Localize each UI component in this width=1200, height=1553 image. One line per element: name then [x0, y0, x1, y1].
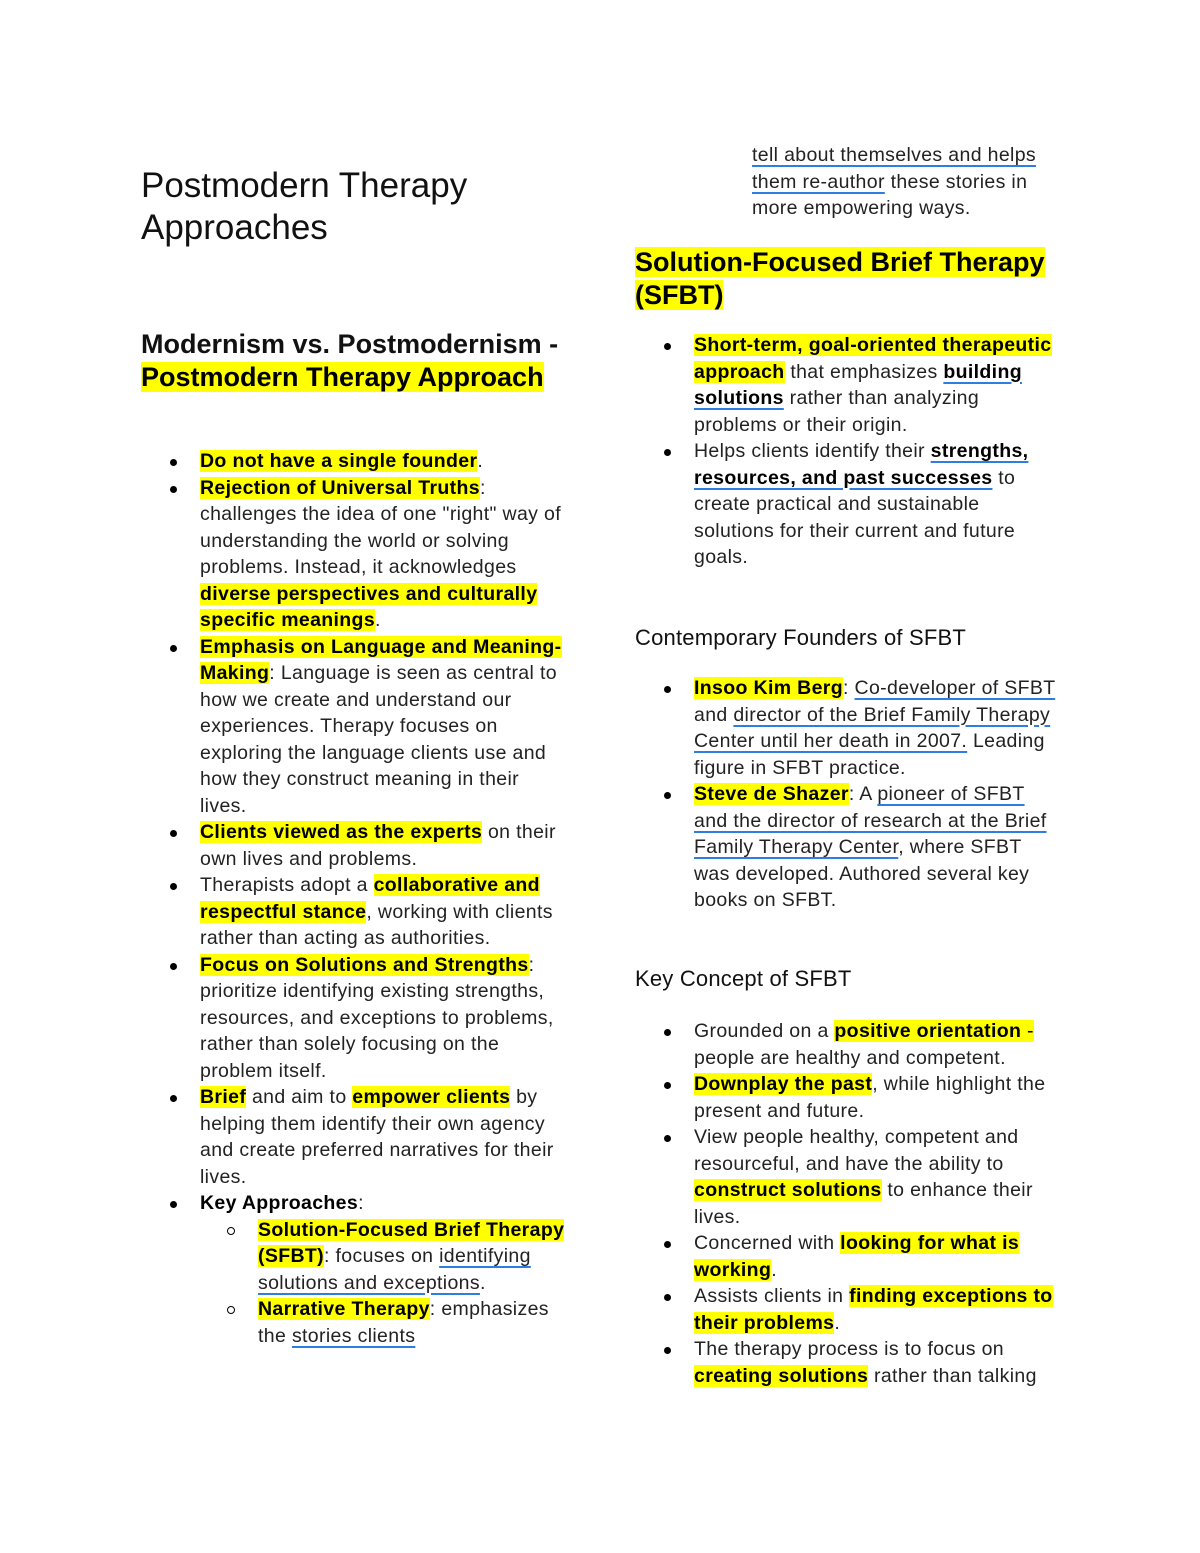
text-segment: rather than talking — [868, 1364, 1037, 1387]
bullet-icon — [664, 1082, 671, 1089]
text-segment: : emphasizes the — [258, 1298, 549, 1347]
list-item — [200, 448, 568, 475]
text-segment: to create practical and sustainable solutions for their current and future goals. — [694, 466, 1016, 568]
text-segment: . — [477, 450, 484, 472]
underlined-text: strengths, resources, and past successes — [694, 440, 1029, 489]
text-segment: to enhance their lives. — [694, 1179, 1033, 1228]
highlighted-text: Brief — [200, 1086, 247, 1108]
highlighted-text: Narrative Therapy — [258, 1298, 430, 1320]
text-segment: View people healthy, competent and resourceful, and have the ability to — [694, 1126, 1019, 1175]
text-segment: , working with clients rather than acting as authorities. — [200, 900, 553, 949]
text-segment: , where SFBT was developed. Authored several key books on SFBT. — [694, 836, 1030, 911]
text-segment: Assists clients in — [694, 1285, 850, 1307]
list-item — [694, 1336, 1062, 1389]
text-segment: these stories in more empowering ways. — [752, 170, 1028, 219]
text-segment: . — [771, 1258, 777, 1281]
underlined-text: Co-developer of SFBT — [854, 677, 1056, 699]
highlighted-text: diverse perspectives and culturally specific meanings — [200, 582, 538, 631]
list-item — [694, 781, 1062, 914]
highlighted-text: Emphasis on Language and Meaning-Making — [200, 635, 562, 684]
highlighted-text: creating solutions — [694, 1364, 869, 1387]
highlighted-text: collaborative and respectful stance — [200, 874, 540, 923]
text-segment: : A — [848, 783, 878, 805]
underlined-text: tell about themselves and helps them re-author — [752, 144, 1037, 193]
text-segment: The therapy process is to focus on — [694, 1338, 1004, 1360]
list-item — [694, 1283, 1062, 1336]
underlined-text: building solutions — [694, 360, 1022, 409]
text-segment: . — [479, 1271, 486, 1294]
sfbt-bullet-list — [694, 332, 1062, 571]
postmodern-bullet-list — [200, 448, 568, 1349]
document-title: Postmodern Therapy Approaches — [141, 166, 468, 247]
underlined-text: pioneer of SFBT and the director of research at the Brief Family Therapy Center — [694, 783, 1047, 858]
text-segment: : — [843, 677, 855, 699]
list-item — [200, 1084, 568, 1190]
bullet-icon — [664, 1029, 671, 1036]
bullet-icon — [664, 1347, 671, 1354]
bullet-icon — [170, 486, 177, 493]
list-item — [200, 952, 568, 1085]
highlighted-text: Rejection of Universal Truths — [200, 476, 480, 499]
highlighted-text: Clients viewed as the experts — [200, 821, 483, 843]
highlighted-text: Short-term, goal-oriented therapeutic approach — [694, 334, 1052, 383]
highlighted-text: Do not have a single founder — [200, 450, 478, 472]
text-segment: Leading figure in SFBT practice. — [694, 730, 1045, 779]
text-segment: Modernism vs. Postmodernism - — [141, 329, 559, 359]
text-segment: that emphasizes — [784, 360, 944, 383]
underlined-text: stories clients — [291, 1324, 416, 1347]
bullet-icon — [170, 830, 177, 837]
list-item — [694, 1018, 1062, 1071]
text-segment: : Language is seen as central to how we create and understand our experiences. Therapy focuses on exploring the language clients use and how they construct meaning in their lives. — [200, 662, 557, 817]
section-heading-founders: Contemporary Founders of SFBT — [635, 625, 967, 650]
list-item — [200, 819, 568, 872]
bullet-icon — [664, 1135, 671, 1142]
list-item — [200, 475, 568, 634]
bullet-icon — [170, 1201, 177, 1208]
text-segment: : prioritize identifying existing strengths, resources, and exceptions to problems, rather than solely focusing on the problem itself. — [200, 953, 554, 1082]
highlighted-text: finding exceptions to their problems — [694, 1285, 1053, 1334]
text-segment: Postmodern Therapy Approach — [141, 362, 544, 392]
list-item — [200, 1190, 568, 1349]
highlighted-text: Solution-Focused Brief Therapy (SFBT) — [258, 1218, 565, 1267]
section-heading-key-concept: Key Concept of SFBT — [635, 966, 852, 991]
sfbt-heading-text: Solution-Focused Brief Therapy (SFBT) — [635, 247, 1045, 310]
text-segment: Key Approaches — [200, 1192, 359, 1214]
list-item — [694, 675, 1062, 781]
bullet-icon — [664, 1241, 671, 1248]
text-segment: . — [834, 1311, 841, 1334]
bullet-icon — [170, 1095, 177, 1102]
hollow-bullet-icon — [227, 1227, 235, 1235]
highlighted-text: Focus on Solutions and Strengths — [200, 953, 529, 976]
text-segment: , while highlight the present and future. — [694, 1073, 1046, 1122]
sub-list-item — [258, 1217, 568, 1297]
list-item — [694, 1124, 1062, 1230]
list-item — [694, 332, 1062, 438]
narrative-continuation — [752, 142, 1062, 222]
list-item — [694, 1230, 1062, 1283]
text-segment: on their own lives and problems. — [200, 821, 556, 870]
bullet-icon — [170, 963, 177, 970]
text-segment: . — [375, 609, 381, 631]
bullet-icon — [664, 686, 671, 693]
list-item — [694, 1071, 1062, 1124]
text-segment: - — [1021, 1020, 1034, 1042]
section-heading-modernism — [141, 328, 571, 394]
sub-list-item — [258, 1296, 568, 1349]
text-segment: : focuses on — [324, 1245, 440, 1267]
bullet-icon — [170, 645, 177, 652]
bullet-icon — [664, 449, 671, 456]
list-item — [200, 872, 568, 952]
text-segment: and — [694, 703, 734, 726]
text-segment: Concerned with — [694, 1232, 841, 1254]
highlighted-text: empower clients — [352, 1086, 511, 1108]
bullet-icon — [664, 792, 671, 799]
highlighted-text: looking for what is working — [694, 1232, 1020, 1281]
section-heading-sfbt — [635, 246, 1065, 312]
highlighted-text: positive orientation — [834, 1020, 1022, 1042]
text-segment: Grounded on a — [694, 1020, 835, 1042]
hollow-bullet-icon — [227, 1306, 235, 1314]
text-segment: rather than analyzing problems or their origin. — [694, 387, 980, 436]
founders-bullet-list — [694, 675, 1062, 914]
list-item — [694, 438, 1062, 571]
highlighted-text: Insoo Kim Berg — [694, 677, 843, 699]
text-segment: : — [358, 1192, 364, 1214]
bullet-icon — [664, 343, 671, 350]
highlighted-text: construct solutions — [694, 1179, 882, 1201]
bullet-icon — [170, 459, 177, 466]
text-segment: Helps clients identify their — [694, 440, 931, 462]
text-segment: Therapists adopt a — [200, 874, 374, 896]
bullet-icon — [170, 883, 177, 890]
list-item — [200, 634, 568, 820]
text-segment: people are healthy and competent. — [694, 1046, 1006, 1069]
highlighted-text: Steve de Shazer — [694, 783, 849, 805]
key-concept-bullet-list — [694, 1018, 1062, 1389]
sub-list — [258, 1217, 568, 1350]
underlined-text: director of the Brief Family Therapy Center until her death in 2007. — [694, 703, 1051, 752]
highlighted-text: Downplay the past — [694, 1073, 873, 1095]
text-segment: : challenges the idea of one "right" way of understanding the world or solving problems. Instead, it acknowledges — [200, 476, 561, 578]
text-segment: and aim to — [246, 1086, 353, 1108]
underlined-text: identifying solutions and exceptions — [258, 1245, 531, 1294]
bullet-icon — [664, 1294, 671, 1301]
text-segment: by helping them identify their own agency and create preferred narratives for their lives. — [200, 1086, 554, 1188]
